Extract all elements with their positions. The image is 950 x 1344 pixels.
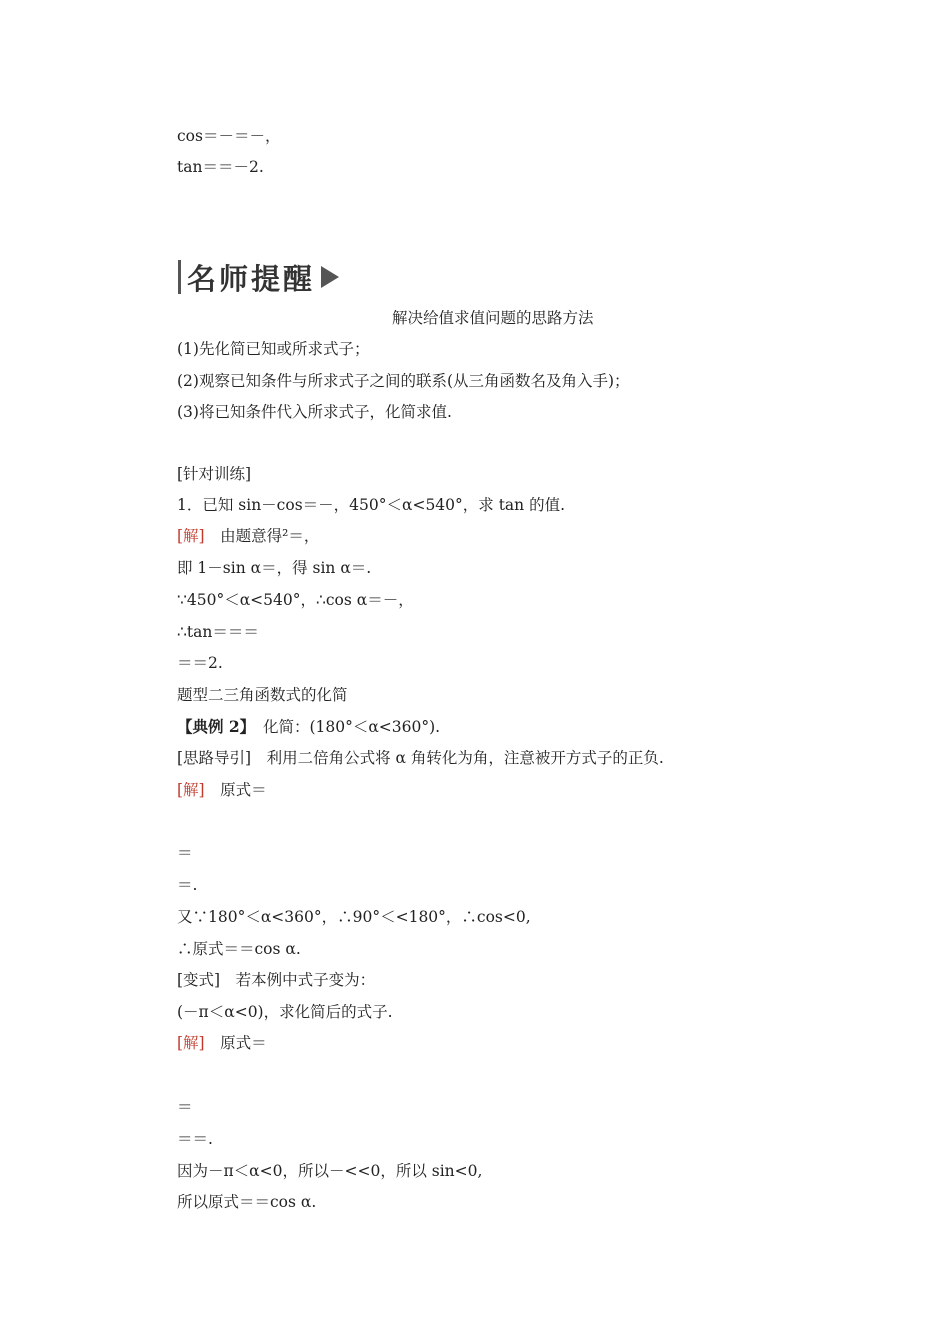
text-line: ∵450°＜α<540°，∴cos α＝－， [177,591,414,609]
text-line: 因为－π＜α<0，所以－<<0，所以 sin<0, [177,1162,483,1180]
banner-title: 名师提醒 [187,261,316,296]
text-line: ∴tan＝＝＝ [177,623,259,641]
section-banner [178,258,339,296]
method-step: (2)观察已知条件与所求式子之间的联系(从三角函数名及角入手)； [177,372,630,390]
method-step: (3)将已知条件代入所求式子，化简求值. [177,403,452,421]
solution-line [177,1033,267,1053]
text-line: 即 1－sin α＝，得 sin α＝. [177,559,372,577]
method-step: (1)先化简已知或所求式子； [177,340,370,358]
solution-text: 由题意得²＝， [204,527,320,545]
play-triangle-icon [321,266,339,288]
example-tag: 【典例 2】 [177,717,248,736]
example-text: 化简：(180°＜α<360°). [247,718,441,736]
solution-tag: [解] [177,1034,205,1052]
text-line: tan＝＝－2. [177,158,264,176]
solution-line [177,780,267,800]
text-line: 所以原式＝＝cos α. [177,1193,317,1211]
solution-tag: [解] [177,527,205,545]
text-line: 又∵180°＜α<360°，∴90°＜<180°，∴cos<0, [177,908,531,926]
text-line: ＝＝. [177,1130,213,1148]
section-title: 题型二三角函数式的化简 [177,686,348,704]
training-problem: 1．已知 sin－cos＝－，450°＜α<540°，求 tan 的值. [177,496,566,514]
variant-condition: (－π＜α<0)，求化简后的式子. [177,1003,393,1021]
text-line: ＝. [177,876,198,894]
text-line: ∴原式＝＝cos α. [177,940,301,958]
solution-text: 原式＝ [204,781,267,799]
training-label: [针对训练] [177,465,252,483]
solution-line [177,526,319,546]
method-heading: 解决给值求值问题的思路方法 [392,309,594,327]
guide-line: [思路导引] 利用二倍角公式将 α 角转化为角，注意被开方式子的正负. [177,749,664,767]
solution-text: 原式＝ [204,1034,267,1052]
solution-tag: [解] [177,781,205,799]
text-line: ＝＝2. [177,654,223,672]
text-line: cos＝－＝－， [177,127,281,145]
text-line: ＝ [177,844,193,862]
variant-label: [变式] 若本例中式子变为： [177,971,376,989]
banner-bar [178,260,181,294]
text-line: ＝ [177,1098,193,1116]
example-line [177,717,440,737]
